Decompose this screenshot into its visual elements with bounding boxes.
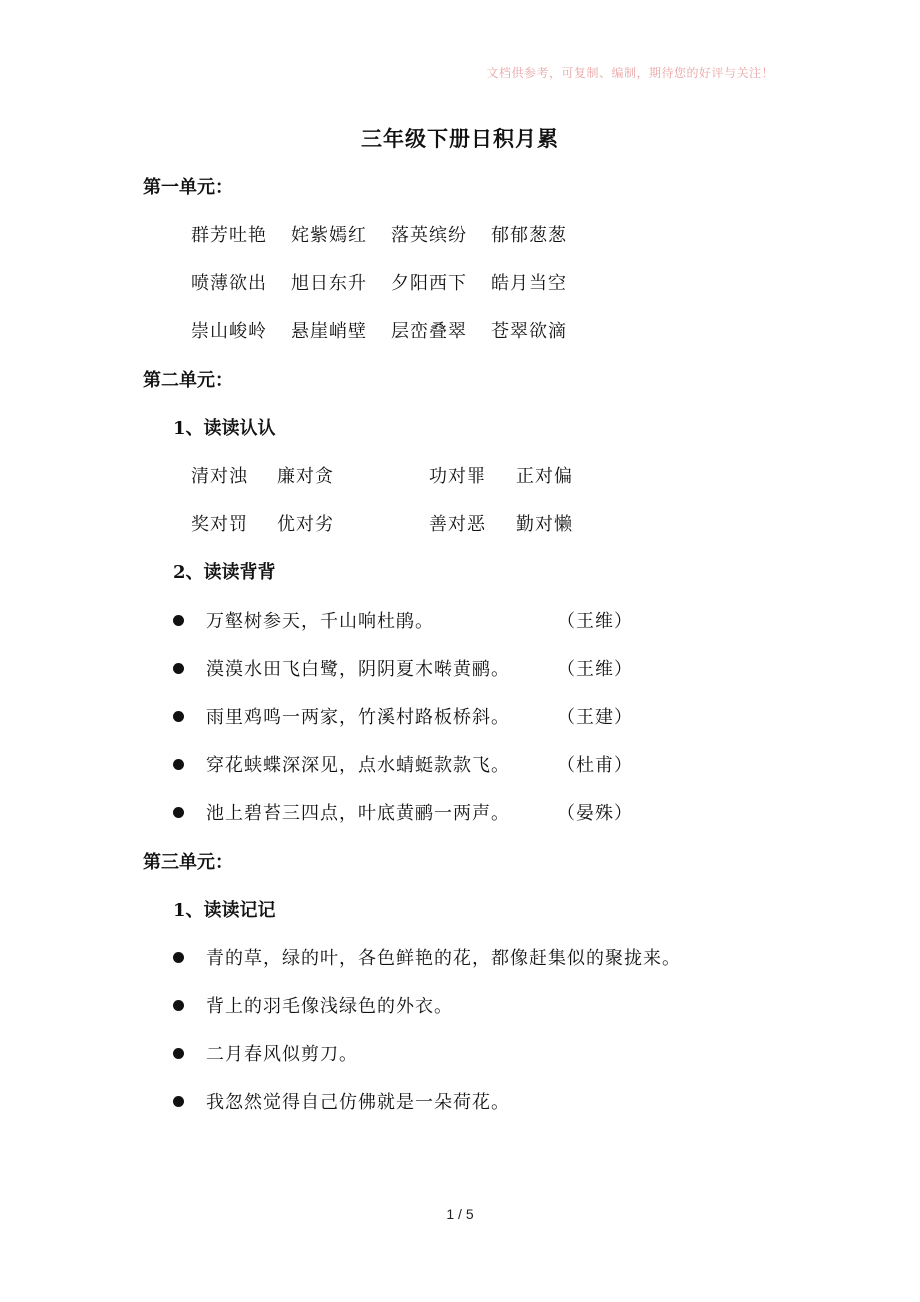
bullet-icon <box>173 1048 184 1059</box>
unit2-section1-title: 1、读读认认 <box>173 418 276 439</box>
opposite-pair: 勤对懒 <box>516 514 573 535</box>
unit1-heading: 第一单元： <box>143 177 233 198</box>
bullet-icon <box>173 952 184 963</box>
sentence-text: 我忽然觉得自己仿佛就是一朵荷花。 <box>206 1092 510 1113</box>
poem-text: 雨里鸡鸣一两家，竹溪村路板桥斜。 <box>206 707 510 728</box>
poet-name: （王维） <box>557 611 633 632</box>
idiom: 姹紫嫣红 <box>291 225 367 246</box>
bullet-icon <box>173 615 184 626</box>
idiom: 喷薄欲出 <box>191 273 267 294</box>
idiom: 崇山峻岭 <box>191 321 267 342</box>
poet-name: （王建） <box>557 707 633 728</box>
bullet-icon <box>173 807 184 818</box>
page-number: 1 / 5 <box>446 1206 474 1222</box>
unit3-heading: 第三单元： <box>143 852 233 873</box>
poem-text: 漠漠水田飞白鹭，阴阴夏木啭黄鹂。 <box>206 659 510 680</box>
sentence-text: 背上的羽毛像浅绿色的外衣。 <box>206 996 453 1017</box>
poem-line <box>173 607 434 633</box>
unit1-row <box>191 269 591 295</box>
unit3-section1-title: 1、读读记记 <box>173 900 276 921</box>
poem-line <box>173 751 510 777</box>
idiom: 夕阳西下 <box>391 273 467 294</box>
idiom: 苍翠欲滴 <box>491 321 567 342</box>
poet-name: （王维） <box>557 659 633 680</box>
sentence-line <box>173 1040 358 1066</box>
poet-name: （杜甫） <box>557 755 633 776</box>
unit2-heading: 第二单元： <box>143 370 233 391</box>
opposite-pair: 廉对贪 <box>277 466 334 487</box>
sentence-line <box>173 944 681 970</box>
idiom: 旭日东升 <box>291 273 367 294</box>
bullet-icon <box>173 663 184 674</box>
poem-text: 池上碧苔三四点，叶底黄鹂一两声。 <box>206 803 510 824</box>
idiom: 郁郁葱葱 <box>491 225 567 246</box>
sentence-text: 二月春风似剪刀。 <box>206 1044 358 1065</box>
poem-line <box>173 799 510 825</box>
opposite-pair: 善对恶 <box>429 514 486 535</box>
sentence-line <box>173 1088 510 1114</box>
opposite-pair: 正对偏 <box>516 466 573 487</box>
poet-name: （晏殊） <box>557 803 633 824</box>
opposite-pair: 优对劣 <box>277 514 334 535</box>
unit2-section2-title: 2、读读背背 <box>173 562 276 583</box>
watermark-note: 文档供参考，可复制、编制，期待您的好评与关注！ <box>486 66 774 80</box>
opposite-pair: 清对浊 <box>191 466 248 487</box>
idiom: 皓月当空 <box>491 273 567 294</box>
bullet-icon <box>173 1000 184 1011</box>
poem-line <box>173 655 510 681</box>
poem-text: 穿花蛱蝶深深见，点水蜻蜓款款飞。 <box>206 755 510 776</box>
idiom: 落英缤纷 <box>391 225 467 246</box>
opposite-pair: 功对罪 <box>429 466 486 487</box>
bullet-icon <box>173 1096 184 1107</box>
bullet-icon <box>173 711 184 722</box>
sentence-line <box>173 992 453 1018</box>
idiom: 悬崖峭壁 <box>291 321 367 342</box>
poem-text: 万壑树参天，千山响杜鹃。 <box>206 611 434 632</box>
page-title: 三年级下册日积月累 <box>361 126 559 151</box>
unit1-row <box>191 221 591 247</box>
bullet-icon <box>173 759 184 770</box>
unit1-row <box>191 317 591 343</box>
opposite-pair: 奖对罚 <box>191 514 248 535</box>
idiom: 群芳吐艳 <box>191 225 267 246</box>
poem-line <box>173 703 510 729</box>
idiom: 层峦叠翠 <box>391 321 467 342</box>
sentence-text: 青的草，绿的叶，各色鲜艳的花，都像赶集似的聚拢来。 <box>206 948 681 969</box>
